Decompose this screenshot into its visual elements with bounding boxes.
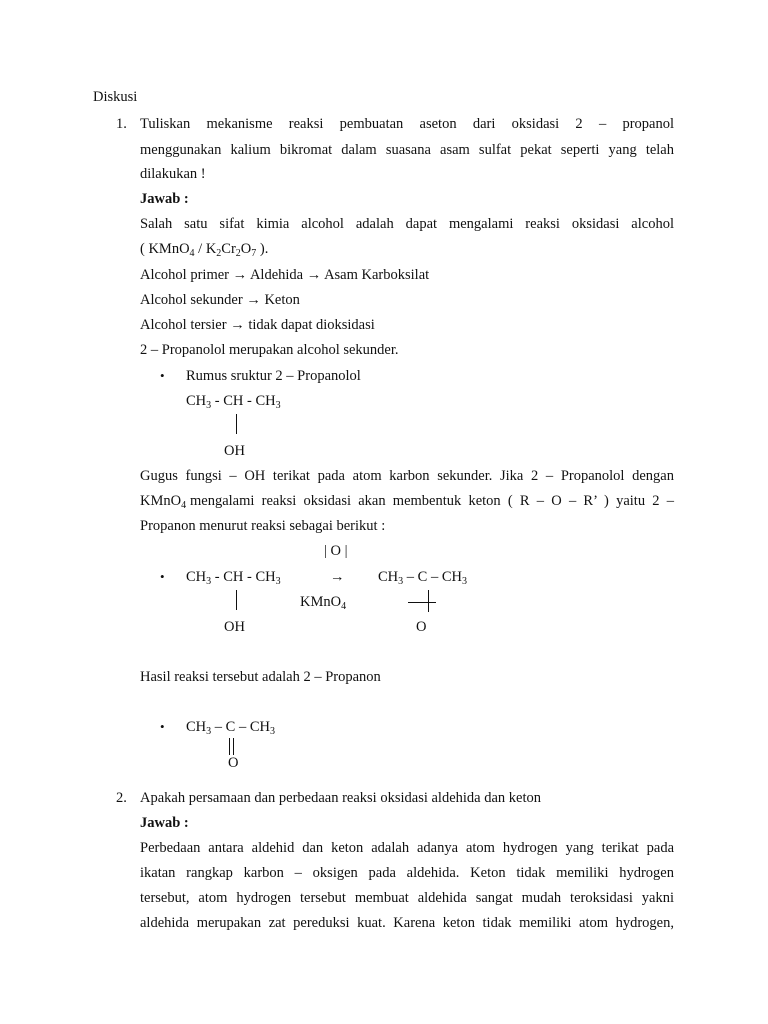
- answer-label-2: Jawab :: [140, 815, 189, 831]
- question-1-line-2: menggunakan kalium bikromat dalam suasana asam sulfat pekat seperti yang telah: [140, 142, 674, 158]
- functional-group-line-1: Gugus fungsi – OH terikat pada atom karbon sekunder. Jika 2 – Propanolol dengan: [140, 468, 674, 484]
- functional-group-line-2: mengalami reaksi oksidasi akan membentuk keton ( R – O – R’ ) yaitu 2 –: [190, 493, 674, 509]
- arrow-icon: →: [232, 267, 248, 283]
- bullet-icon: •: [160, 719, 165, 734]
- product-formula: $CH_3$ – C – $CH_3$: [378, 569, 467, 587]
- reagent-label: KMnO$_4$: [300, 594, 347, 612]
- oxygen-atom: O: [228, 755, 239, 771]
- question-number-2: 2.: [116, 790, 127, 806]
- question-number-1: 1.: [116, 116, 127, 132]
- oxidizer-bracket: | O |: [324, 543, 348, 559]
- double-bond-line: [233, 738, 234, 755]
- propanolol-formula: $CH_3$ - CH - $CH_3$: [186, 393, 281, 411]
- answer-1-intro: Salah satu sifat kimia alcohol adalah dapat mengalami reaksi oksidasi alcohol: [140, 216, 674, 232]
- structure-caption: Rumus sruktur 2 – Propanolol: [186, 368, 361, 384]
- reaction-result: Hasil reaksi tersebut adalah 2 – Propanon: [140, 669, 381, 685]
- bond-line: [236, 414, 237, 434]
- hydroxyl-group: OH: [224, 443, 245, 459]
- answer-label-1: Jawab :: [140, 191, 189, 207]
- bond-line: [408, 602, 436, 603]
- secondary-alcohol-rule: Alcohol sekunder → Keton: [140, 292, 300, 308]
- propanolol-statement: 2 – Propanolol merupakan alcohol sekunder.: [140, 342, 399, 358]
- functional-group-line-3: Propanon menurut reaksi sebagai berikut :: [140, 518, 386, 534]
- bullet-icon: •: [160, 569, 165, 584]
- oxygen-atom: O: [416, 619, 427, 635]
- arrow-icon: →: [230, 317, 245, 333]
- answer-2-line-2: ikatan rangkap karbon – oksigen pada aldehida. Keton tidak memiliki hydrogen: [140, 865, 674, 881]
- question-1-line-1: Tuliskan mekanisme reaksi pembuatan aseton dari oksidasi 2 – propanol: [140, 116, 674, 132]
- answer-2-line-1: Perbedaan antara aldehid dan keton adalah adanya atom hydrogen yang terikat pada: [140, 840, 674, 856]
- reactant-formula: $CH_3$ - CH - $CH_3$: [186, 569, 281, 587]
- question-1-line-3: dilakukan !: [140, 166, 206, 182]
- oxidizing-agents: ( KMnO$_4$ / $K_2Cr_2O_7$ ).: [140, 241, 269, 259]
- arrow-icon: →: [246, 292, 261, 308]
- bullet-icon: •: [160, 368, 165, 383]
- question-2-text: Apakah persamaan dan perbedaan reaksi oksidasi aldehida dan keton: [140, 790, 542, 806]
- propanon-formula: $CH_3$ – C – $CH_3$: [186, 719, 275, 737]
- reaction-arrow-icon: →: [330, 569, 345, 585]
- answer-2-line-3: tersebut, atom hydrogen tersebut membuat aldehida sangat mudah teroksidasi yakni: [140, 890, 674, 906]
- primary-alcohol-rule: Alcohol primer → Aldehida → Asam Karboksilat: [140, 267, 430, 283]
- bond-line: [428, 590, 429, 612]
- arrow-icon: →: [306, 267, 322, 283]
- section-heading: Diskusi: [93, 89, 138, 105]
- double-bond-line: [229, 738, 230, 755]
- tertiary-alcohol-rule: Alcohol tersier → tidak dapat dioksidasi: [140, 317, 375, 333]
- kmno4-term: KMnO$_4$: [140, 493, 187, 511]
- bond-line: [236, 590, 237, 610]
- hydroxyl-group: OH: [224, 619, 245, 635]
- answer-2-line-4: aldehida merupakan zat pereduksi kuat. Karena keton tidak memiliki atom hydrogen,: [140, 915, 674, 931]
